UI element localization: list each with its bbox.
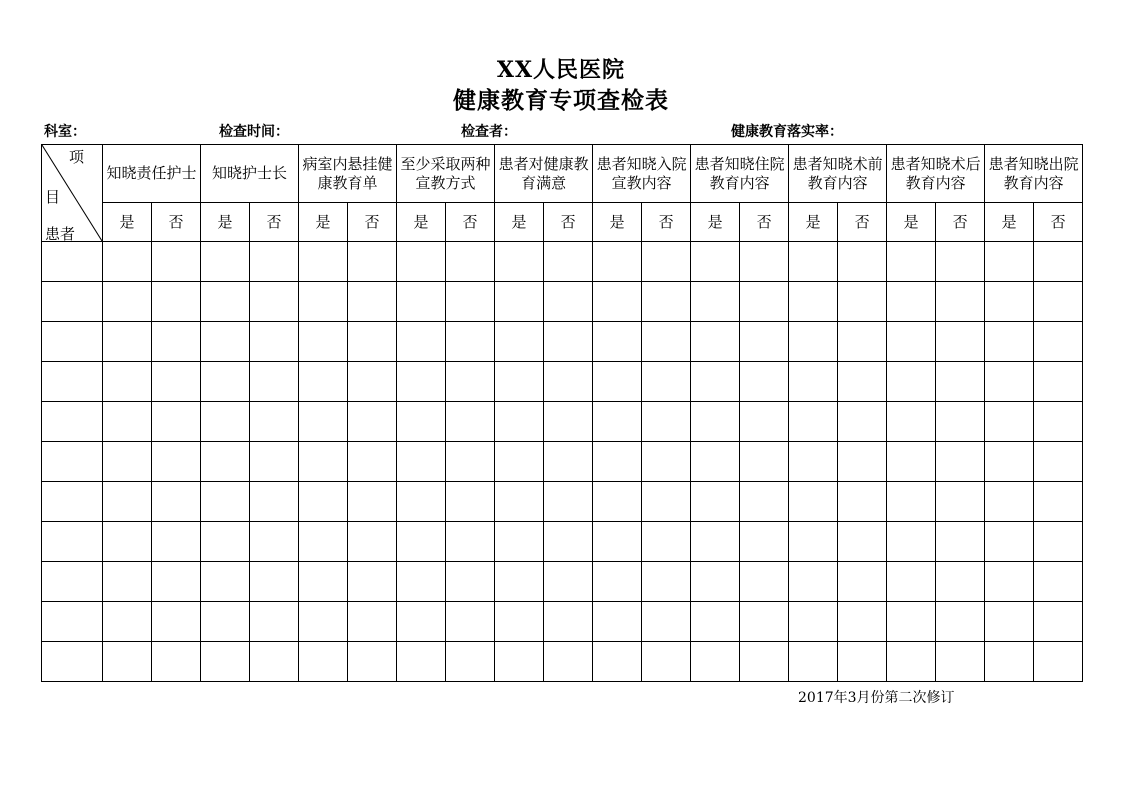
column-header: 患者知晓出院教育内容: [985, 145, 1083, 203]
no-cell[interactable]: [446, 522, 495, 562]
column-header: 知晓责任护士: [103, 145, 201, 203]
no-cell[interactable]: [838, 442, 887, 482]
no-header: 否: [250, 203, 299, 242]
hospital-name: XX人民医院: [496, 57, 626, 83]
no-cell[interactable]: [1034, 322, 1083, 362]
yes-cell[interactable]: [887, 402, 936, 442]
no-cell[interactable]: [152, 402, 201, 442]
no-cell[interactable]: [544, 522, 593, 562]
no-cell[interactable]: [936, 482, 985, 522]
yes-cell[interactable]: [887, 482, 936, 522]
no-cell[interactable]: [250, 322, 299, 362]
yes-cell[interactable]: [593, 522, 642, 562]
no-cell[interactable]: [348, 442, 397, 482]
no-header: 否: [446, 203, 495, 242]
yes-header: 是: [985, 203, 1034, 242]
yes-cell[interactable]: [887, 562, 936, 602]
no-cell[interactable]: [348, 362, 397, 402]
yes-header: 是: [103, 203, 152, 242]
no-cell[interactable]: [740, 322, 789, 362]
table-row: [42, 642, 1083, 682]
patient-cell[interactable]: [42, 442, 103, 482]
yes-cell[interactable]: [103, 522, 152, 562]
yes-cell[interactable]: [299, 322, 348, 362]
patient-cell[interactable]: [42, 322, 103, 362]
no-cell[interactable]: [250, 642, 299, 682]
no-cell[interactable]: [250, 242, 299, 282]
yes-cell[interactable]: [495, 482, 544, 522]
no-cell[interactable]: [642, 242, 691, 282]
yes-cell[interactable]: [495, 282, 544, 322]
column-header: 知晓护士长: [201, 145, 299, 203]
column-header: 患者知晓入院宣教内容: [593, 145, 691, 203]
yes-cell[interactable]: [103, 642, 152, 682]
column-header: 患者对健康教育满意: [495, 145, 593, 203]
yes-cell[interactable]: [397, 402, 446, 442]
no-cell[interactable]: [446, 442, 495, 482]
yes-cell[interactable]: [985, 482, 1034, 522]
yes-cell[interactable]: [103, 602, 152, 642]
no-cell[interactable]: [446, 322, 495, 362]
no-cell[interactable]: [544, 562, 593, 602]
yes-cell[interactable]: [103, 362, 152, 402]
no-cell[interactable]: [1034, 482, 1083, 522]
yes-cell[interactable]: [691, 642, 740, 682]
no-cell[interactable]: [740, 522, 789, 562]
yes-cell[interactable]: [789, 482, 838, 522]
yes-cell[interactable]: [985, 402, 1034, 442]
no-cell[interactable]: [936, 362, 985, 402]
yes-cell[interactable]: [495, 442, 544, 482]
patient-cell[interactable]: [42, 642, 103, 682]
patient-cell[interactable]: [42, 362, 103, 402]
yes-cell[interactable]: [495, 242, 544, 282]
no-cell[interactable]: [838, 282, 887, 322]
yes-cell[interactable]: [495, 602, 544, 642]
yes-cell[interactable]: [201, 362, 250, 402]
no-cell[interactable]: [642, 522, 691, 562]
yes-cell[interactable]: [103, 442, 152, 482]
yes-cell[interactable]: [691, 242, 740, 282]
no-cell[interactable]: [642, 322, 691, 362]
yes-cell[interactable]: [887, 282, 936, 322]
no-cell[interactable]: [250, 522, 299, 562]
corner-cell: [42, 145, 103, 242]
yes-cell[interactable]: [985, 602, 1034, 642]
yes-cell[interactable]: [985, 242, 1034, 282]
yes-cell[interactable]: [985, 322, 1034, 362]
yes-cell[interactable]: [593, 322, 642, 362]
no-cell[interactable]: [544, 362, 593, 402]
no-cell[interactable]: [740, 642, 789, 682]
yes-cell[interactable]: [789, 362, 838, 402]
table-row: [42, 602, 1083, 642]
yes-cell[interactable]: [299, 562, 348, 602]
yes-cell[interactable]: [985, 282, 1034, 322]
no-cell[interactable]: [544, 602, 593, 642]
yes-cell[interactable]: [397, 242, 446, 282]
yes-cell[interactable]: [103, 562, 152, 602]
no-cell[interactable]: [446, 242, 495, 282]
corner-patient-label: 患者: [45, 225, 76, 242]
table-row: [42, 562, 1083, 602]
no-cell[interactable]: [348, 562, 397, 602]
no-cell[interactable]: [446, 562, 495, 602]
no-cell[interactable]: [544, 442, 593, 482]
table-row: [42, 522, 1083, 562]
yes-cell[interactable]: [299, 242, 348, 282]
no-cell[interactable]: [740, 242, 789, 282]
no-cell[interactable]: [250, 402, 299, 442]
no-cell[interactable]: [446, 282, 495, 322]
yes-header: 是: [495, 203, 544, 242]
department-label: 科室：: [44, 124, 86, 140]
no-header: 否: [1034, 203, 1083, 242]
yes-cell[interactable]: [201, 562, 250, 602]
yes-cell[interactable]: [103, 242, 152, 282]
no-cell[interactable]: [740, 442, 789, 482]
no-cell[interactable]: [740, 602, 789, 642]
no-cell[interactable]: [936, 402, 985, 442]
no-cell[interactable]: [838, 522, 887, 562]
table-row: [42, 442, 1083, 482]
column-header: 患者知晓术后教育内容: [887, 145, 985, 203]
no-cell[interactable]: [152, 482, 201, 522]
no-cell[interactable]: [250, 482, 299, 522]
yes-cell[interactable]: [495, 362, 544, 402]
patient-cell[interactable]: [42, 562, 103, 602]
corner-mu-label: 目: [45, 188, 61, 206]
yes-cell[interactable]: [397, 602, 446, 642]
yes-cell[interactable]: [887, 522, 936, 562]
no-cell[interactable]: [1034, 442, 1083, 482]
yes-cell[interactable]: [299, 402, 348, 442]
yes-cell[interactable]: [201, 602, 250, 642]
yes-header: 是: [887, 203, 936, 242]
yes-cell[interactable]: [103, 282, 152, 322]
yes-cell[interactable]: [593, 562, 642, 602]
yes-cell[interactable]: [299, 522, 348, 562]
yes-cell[interactable]: [201, 402, 250, 442]
yes-cell[interactable]: [691, 522, 740, 562]
no-cell[interactable]: [446, 402, 495, 442]
no-header: 否: [152, 203, 201, 242]
no-header: 否: [740, 203, 789, 242]
no-cell[interactable]: [838, 642, 887, 682]
no-cell[interactable]: [152, 322, 201, 362]
yes-cell[interactable]: [593, 442, 642, 482]
yes-cell[interactable]: [691, 442, 740, 482]
no-cell[interactable]: [838, 362, 887, 402]
yes-cell[interactable]: [789, 602, 838, 642]
yes-cell[interactable]: [789, 442, 838, 482]
no-cell[interactable]: [642, 442, 691, 482]
no-header: 否: [642, 203, 691, 242]
yes-cell[interactable]: [789, 562, 838, 602]
no-cell[interactable]: [838, 562, 887, 602]
no-cell[interactable]: [838, 602, 887, 642]
no-cell[interactable]: [936, 322, 985, 362]
no-cell[interactable]: [152, 362, 201, 402]
yes-cell[interactable]: [299, 442, 348, 482]
no-cell[interactable]: [544, 642, 593, 682]
no-cell[interactable]: [1034, 402, 1083, 442]
no-cell[interactable]: [348, 402, 397, 442]
yes-cell[interactable]: [495, 522, 544, 562]
yes-cell[interactable]: [397, 442, 446, 482]
yes-cell[interactable]: [397, 562, 446, 602]
no-cell[interactable]: [1034, 602, 1083, 642]
yes-cell[interactable]: [397, 522, 446, 562]
yes-cell[interactable]: [495, 402, 544, 442]
table-row: [42, 282, 1083, 322]
yes-cell[interactable]: [887, 362, 936, 402]
no-cell[interactable]: [1034, 562, 1083, 602]
yes-cell[interactable]: [985, 362, 1034, 402]
yes-cell[interactable]: [887, 242, 936, 282]
no-cell[interactable]: [936, 642, 985, 682]
yes-cell[interactable]: [985, 442, 1034, 482]
no-cell[interactable]: [642, 282, 691, 322]
checklist-table: [41, 144, 1083, 682]
no-cell[interactable]: [740, 562, 789, 602]
yes-cell[interactable]: [789, 522, 838, 562]
no-cell[interactable]: [446, 362, 495, 402]
yes-cell[interactable]: [985, 642, 1034, 682]
yes-cell[interactable]: [201, 522, 250, 562]
yes-header: 是: [201, 203, 250, 242]
yes-cell[interactable]: [103, 482, 152, 522]
no-cell[interactable]: [544, 282, 593, 322]
no-cell[interactable]: [838, 482, 887, 522]
no-cell[interactable]: [936, 442, 985, 482]
no-cell[interactable]: [348, 522, 397, 562]
yes-cell[interactable]: [691, 362, 740, 402]
yes-cell[interactable]: [691, 562, 740, 602]
no-cell[interactable]: [152, 442, 201, 482]
yes-cell[interactable]: [593, 282, 642, 322]
yes-cell[interactable]: [201, 482, 250, 522]
no-cell[interactable]: [642, 642, 691, 682]
no-cell[interactable]: [152, 242, 201, 282]
yes-header: 是: [691, 203, 740, 242]
yes-cell[interactable]: [201, 442, 250, 482]
no-cell[interactable]: [250, 602, 299, 642]
table-row: [42, 402, 1083, 442]
no-cell[interactable]: [936, 242, 985, 282]
rate-label: 健康教育落实率：: [731, 124, 843, 140]
no-cell[interactable]: [446, 642, 495, 682]
no-cell[interactable]: [348, 482, 397, 522]
no-cell[interactable]: [250, 362, 299, 402]
column-header: 病室内悬挂健康教育单: [299, 145, 397, 203]
patient-cell[interactable]: [42, 242, 103, 282]
no-cell[interactable]: [544, 402, 593, 442]
yes-cell[interactable]: [299, 282, 348, 322]
no-cell[interactable]: [1034, 242, 1083, 282]
yes-cell[interactable]: [201, 642, 250, 682]
yes-cell[interactable]: [299, 482, 348, 522]
table-row: [42, 362, 1083, 402]
yes-cell[interactable]: [593, 642, 642, 682]
table-row: [42, 242, 1083, 282]
no-cell[interactable]: [348, 602, 397, 642]
revision-note: 2017年3月份第二次修订: [798, 690, 955, 706]
no-cell[interactable]: [642, 602, 691, 642]
yes-cell[interactable]: [691, 482, 740, 522]
no-cell[interactable]: [446, 482, 495, 522]
no-cell[interactable]: [740, 282, 789, 322]
yes-cell[interactable]: [593, 402, 642, 442]
no-cell[interactable]: [642, 402, 691, 442]
column-header: 至少采取两种宣教方式: [397, 145, 495, 203]
patient-cell[interactable]: [42, 602, 103, 642]
yes-cell[interactable]: [103, 402, 152, 442]
no-cell[interactable]: [936, 602, 985, 642]
yes-cell[interactable]: [103, 322, 152, 362]
yes-cell[interactable]: [397, 482, 446, 522]
no-cell[interactable]: [250, 442, 299, 482]
form-title: 健康教育专项查检表: [453, 87, 669, 114]
yes-cell[interactable]: [201, 322, 250, 362]
yes-cell[interactable]: [201, 242, 250, 282]
no-cell[interactable]: [250, 282, 299, 322]
yes-cell[interactable]: [887, 602, 936, 642]
yes-cell[interactable]: [887, 642, 936, 682]
yes-cell[interactable]: [691, 282, 740, 322]
no-cell[interactable]: [838, 402, 887, 442]
no-header: 否: [348, 203, 397, 242]
yes-cell[interactable]: [593, 242, 642, 282]
yes-cell[interactable]: [887, 322, 936, 362]
no-cell[interactable]: [152, 602, 201, 642]
yes-cell[interactable]: [691, 322, 740, 362]
yes-cell[interactable]: [397, 322, 446, 362]
inspector-label: 检查者：: [461, 124, 517, 140]
yes-header: 是: [593, 203, 642, 242]
patient-cell[interactable]: [42, 402, 103, 442]
yes-cell[interactable]: [299, 362, 348, 402]
yes-cell[interactable]: [593, 362, 642, 402]
yes-cell[interactable]: [789, 282, 838, 322]
patient-cell[interactable]: [42, 282, 103, 322]
no-cell[interactable]: [152, 522, 201, 562]
patient-cell[interactable]: [42, 482, 103, 522]
no-cell[interactable]: [936, 562, 985, 602]
no-cell[interactable]: [1034, 282, 1083, 322]
yes-cell[interactable]: [299, 642, 348, 682]
no-cell[interactable]: [838, 322, 887, 362]
no-cell[interactable]: [1034, 522, 1083, 562]
yes-cell[interactable]: [985, 562, 1034, 602]
no-cell[interactable]: [642, 482, 691, 522]
yes-header: 是: [789, 203, 838, 242]
patient-cell[interactable]: [42, 522, 103, 562]
yes-cell[interactable]: [299, 602, 348, 642]
yes-cell[interactable]: [495, 322, 544, 362]
no-cell[interactable]: [348, 282, 397, 322]
table-row: [42, 482, 1083, 522]
no-cell[interactable]: [152, 282, 201, 322]
yes-cell[interactable]: [593, 482, 642, 522]
yes-cell[interactable]: [201, 282, 250, 322]
yes-cell[interactable]: [397, 642, 446, 682]
no-header: 否: [544, 203, 593, 242]
no-cell[interactable]: [642, 562, 691, 602]
no-cell[interactable]: [348, 242, 397, 282]
no-cell[interactable]: [1034, 642, 1083, 682]
no-cell[interactable]: [544, 322, 593, 362]
corner-item-label: 项: [68, 148, 84, 166]
yes-cell[interactable]: [495, 642, 544, 682]
table-row: [42, 322, 1083, 362]
no-header: 否: [838, 203, 887, 242]
yes-cell[interactable]: [789, 642, 838, 682]
yes-cell[interactable]: [789, 322, 838, 362]
yes-cell[interactable]: [985, 522, 1034, 562]
no-cell[interactable]: [1034, 362, 1083, 402]
no-cell[interactable]: [544, 482, 593, 522]
no-cell[interactable]: [740, 402, 789, 442]
yes-cell[interactable]: [789, 242, 838, 282]
no-cell[interactable]: [936, 282, 985, 322]
yes-cell[interactable]: [691, 402, 740, 442]
yes-cell[interactable]: [397, 282, 446, 322]
check-time-label: 检查时间：: [219, 124, 289, 140]
column-header: 患者知晓术前教育内容: [789, 145, 887, 203]
no-cell[interactable]: [740, 362, 789, 402]
no-header: 否: [936, 203, 985, 242]
yes-header: 是: [299, 203, 348, 242]
yes-cell[interactable]: [789, 402, 838, 442]
no-cell[interactable]: [348, 642, 397, 682]
yes-cell[interactable]: [887, 442, 936, 482]
no-cell[interactable]: [152, 562, 201, 602]
yes-cell[interactable]: [495, 562, 544, 602]
no-cell[interactable]: [250, 562, 299, 602]
no-cell[interactable]: [642, 362, 691, 402]
yes-header: 是: [397, 203, 446, 242]
no-cell[interactable]: [544, 242, 593, 282]
no-cell[interactable]: [446, 602, 495, 642]
no-cell[interactable]: [740, 482, 789, 522]
yes-cell[interactable]: [691, 602, 740, 642]
no-cell[interactable]: [348, 322, 397, 362]
yes-cell[interactable]: [397, 362, 446, 402]
no-cell[interactable]: [152, 642, 201, 682]
no-cell[interactable]: [838, 242, 887, 282]
yes-cell[interactable]: [593, 602, 642, 642]
no-cell[interactable]: [936, 522, 985, 562]
column-header: 患者知晓住院教育内容: [691, 145, 789, 203]
